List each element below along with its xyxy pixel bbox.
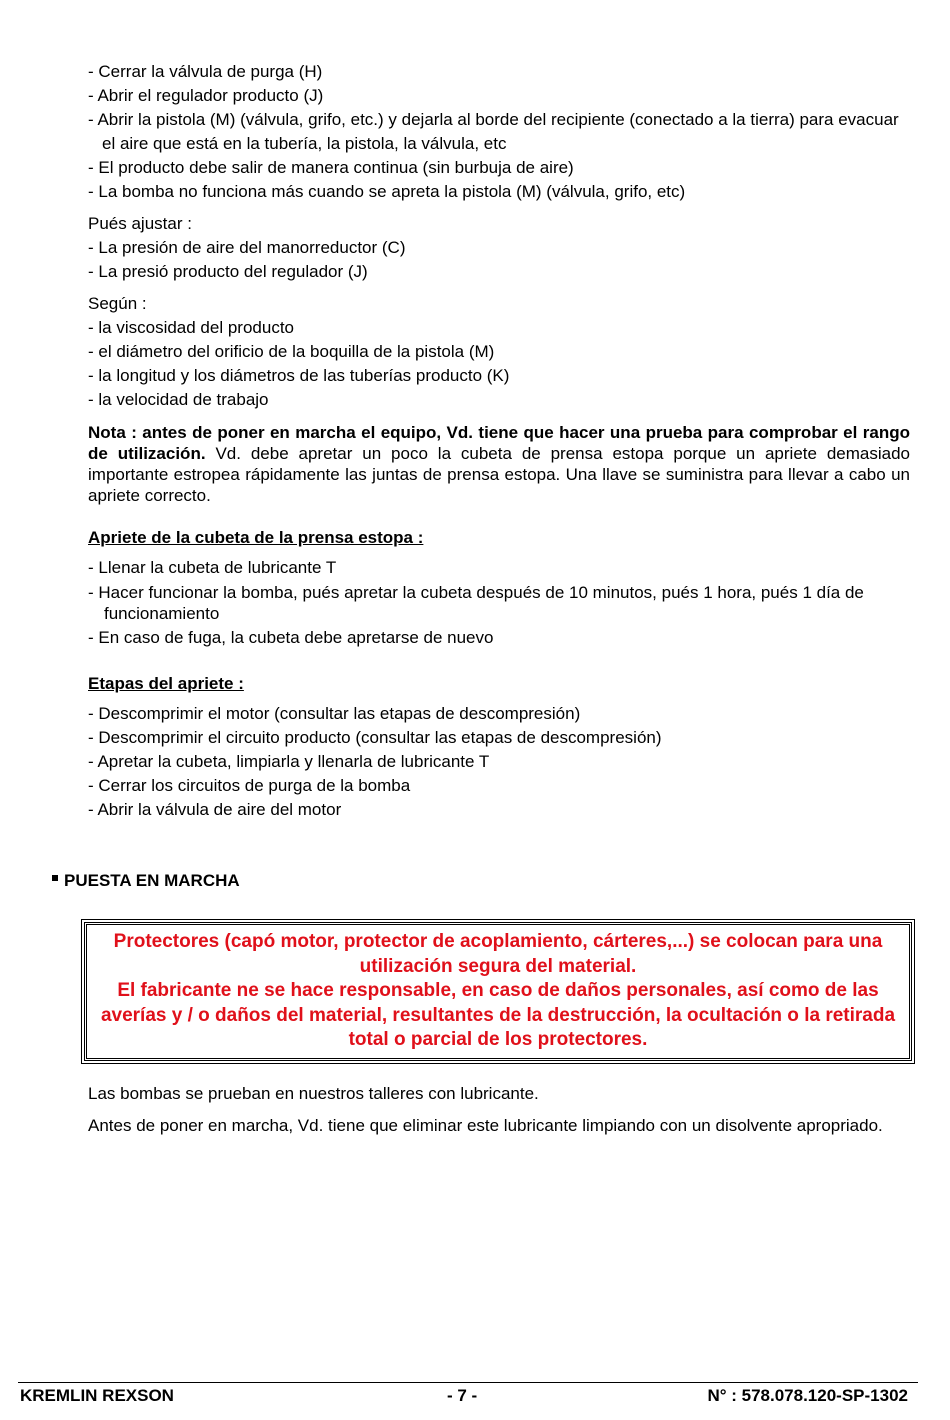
list-item: - Cerrar los circuitos de purga de la bomba bbox=[88, 776, 411, 795]
warning-inner bbox=[84, 922, 912, 1061]
list-item: - la velocidad de trabajo bbox=[88, 390, 269, 409]
list-item: - la viscosidad del producto bbox=[88, 318, 295, 337]
list-item: - Cerrar la válvula de purga (H) bbox=[88, 62, 323, 81]
steps-block bbox=[88, 672, 910, 822]
list-item: - Abrir la válvula de aire del motor bbox=[88, 800, 342, 819]
list-item: - la longitud y los diámetros de las tuberías producto (K) bbox=[88, 366, 510, 385]
tightening-block bbox=[88, 526, 910, 650]
list-item: - La bomba no funciona más cuando se apreta la pistola (M) (válvula, grifo, etc) bbox=[88, 182, 686, 201]
according-block bbox=[88, 292, 910, 412]
note-bold: Nota : antes de poner en marcha el equipo, Vd. tiene que hacer una prueba para comprobar el rango de utilización. bbox=[88, 423, 910, 463]
list-item: - Descomprimir el circuito producto (consultar las etapas de descompresión) bbox=[88, 728, 662, 747]
square-bullet-icon bbox=[52, 875, 58, 881]
paragraph: Antes de poner en marcha, Vd. tiene que eliminar este lubricante limpiando con un disolvente apropriado. bbox=[88, 1116, 883, 1135]
list-item: - Abrir el regulador producto (J) bbox=[88, 86, 324, 105]
list-item: - Llenar la cubeta de lubricante T bbox=[88, 558, 337, 577]
adjust-block bbox=[88, 212, 910, 284]
tightening-heading: Apriete de la cubeta de la prensa estopa : bbox=[88, 528, 424, 547]
section-title bbox=[52, 869, 240, 893]
section-title-text: PUESTA EN MARCHA bbox=[64, 871, 240, 890]
list-item: - El producto debe salir de manera continua (sin burbuja de aire) bbox=[88, 158, 574, 177]
intro-list bbox=[88, 60, 910, 204]
warning-box bbox=[81, 919, 915, 1064]
footer-page-number: - 7 - bbox=[447, 1386, 478, 1405]
list-item: - Abrir la pistola (M) (válvula, grifo, etc.) y dejarla al borde del recipiente (conectado a la tierra) para evacuar el aire que está en la tubería, la pistola, la válvula, etc bbox=[88, 110, 899, 153]
warning-line-2: El fabricante ne se hace responsable, en caso de daños personales, así como de las averías y / o daños del material, resultantes de la destrucción, la ocultación o la retirada total o parcial de los protectores. bbox=[100, 980, 896, 1051]
footer-company: KREMLIN REXSON bbox=[20, 1386, 174, 1405]
after-text bbox=[88, 1082, 910, 1137]
steps-heading: Etapas del apriete : bbox=[88, 674, 244, 693]
list-item: - Apretar la cubeta, limpiarla y llenarla de lubricante T bbox=[88, 752, 490, 771]
list-item: - En caso de fuga, la cubeta debe apretarse de nuevo bbox=[88, 628, 494, 647]
warning-line-1: Protectores (capó motor, protector de acoplamiento, cárteres,...) se colocan para una utilización segura del material. bbox=[113, 931, 883, 977]
list-item: - Hacer funcionar la bomba, pués apretar la cubeta después de 10 minutos, pués 1 hora, pués 1 día de funcionamiento bbox=[88, 583, 864, 623]
list-item: - Descomprimir el motor (consultar las etapas de descompresión) bbox=[88, 704, 581, 723]
paragraph: Las bombas se prueban en nuestros talleres con lubricante. bbox=[88, 1084, 539, 1103]
note-text: Vd. debe apretar un poco la cubeta de prensa estopa porque un apriete demasiado importante estropea rápidamente las juntas de prensa estopa. Una llave se suministra para llevar a cabo un apriete correcto. bbox=[88, 444, 910, 505]
list-item: - La presión de aire del manorreductor (C) bbox=[88, 238, 406, 257]
document-body bbox=[88, 60, 910, 822]
list-item: - el diámetro del orificio de la boquilla de la pistola (M) bbox=[88, 342, 495, 361]
according-heading: Según : bbox=[88, 294, 147, 313]
footer-doc-number: N° : 578.078.120-SP-1302 bbox=[707, 1386, 908, 1405]
adjust-heading: Pués ajustar : bbox=[88, 214, 192, 233]
list-item: - La presió producto del regulador (J) bbox=[88, 262, 368, 281]
footer-rule bbox=[18, 1382, 918, 1383]
note-paragraph bbox=[88, 422, 910, 506]
